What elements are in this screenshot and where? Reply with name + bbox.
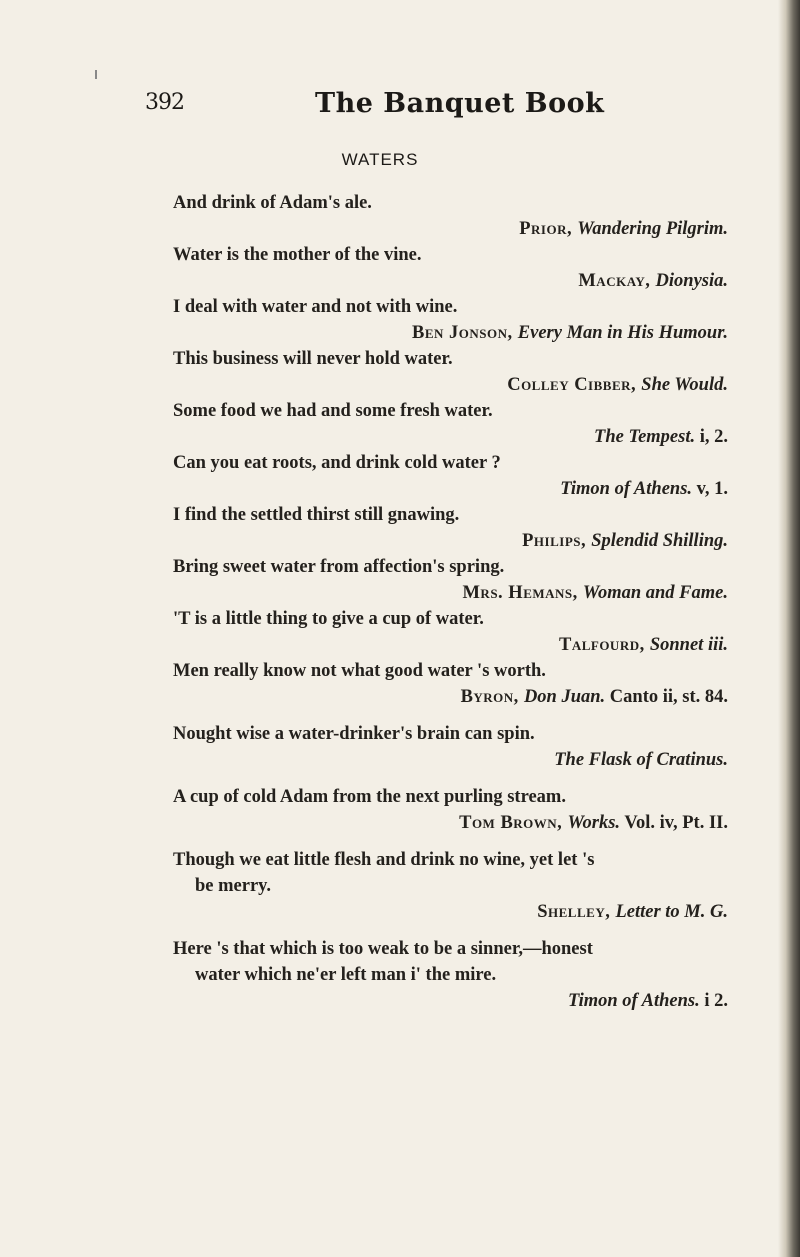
quote-citation (173, 372, 728, 398)
citation-work: Sonnet iii. (649, 635, 728, 655)
citation-author: Prior, (519, 219, 578, 239)
citation-author: Philips, (522, 531, 592, 551)
citation-work: Splendid Shilling. (591, 531, 728, 551)
quote-text: Some food we had and some fresh water. (173, 401, 493, 421)
citation-reference: Canto ii, st. 84. (605, 687, 728, 707)
citation-author: Shelley, (537, 902, 616, 922)
quote-text: Though we eat little flesh and drink no wine, yet let 's (173, 850, 595, 870)
citation-reference: Vol. iv, Pt. II. (620, 813, 728, 833)
margin-mark (95, 70, 97, 79)
citation-work: She Would. (641, 375, 728, 395)
quote-text: 'T is a little thing to give a cup of water. (173, 609, 484, 629)
citation-work: Letter to M. G. (615, 902, 728, 922)
citation-work: Woman and Fame. (582, 583, 728, 603)
citation-work: Dionysia. (655, 271, 728, 291)
citation-work: Don Juan. (523, 687, 606, 707)
running-title: The Banquet Book (315, 88, 605, 119)
citation-reference: i, 2. (695, 427, 728, 447)
quotation-list (173, 190, 728, 1025)
citation-author: Talfourd, (558, 635, 650, 655)
quote-text: Water is the mother of the vine. (173, 245, 422, 265)
quote-text: water which ne'er left man i' the mire. (195, 965, 497, 985)
quote-entry (173, 554, 728, 606)
quote-entry (173, 721, 728, 773)
quote-citation (173, 216, 728, 242)
quote-text: I deal with water and not with wine. (173, 297, 458, 317)
quote-citation (173, 632, 728, 658)
quote-entry (173, 294, 728, 346)
quote-entry (173, 936, 728, 1014)
citation-work: Timon of Athens. (567, 991, 700, 1011)
quote-citation (173, 988, 728, 1014)
quote-citation (173, 899, 728, 925)
quote-text: be merry. (195, 876, 272, 896)
quote-citation (173, 476, 728, 502)
quote-entry (173, 502, 728, 554)
quote-entry (173, 450, 728, 502)
quote-citation (173, 268, 728, 294)
citation-author: Byron, (460, 687, 524, 707)
page-number: 392 (145, 90, 184, 115)
citation-reference: i 2. (699, 991, 728, 1011)
quote-text: A cup of cold Adam from the next purling stream. (173, 787, 566, 807)
citation-author: Mrs. Hemans, (462, 583, 583, 603)
quote-text: Bring sweet water from affection's spring. (173, 557, 505, 577)
quote-entry (173, 242, 728, 294)
quote-citation (173, 424, 728, 450)
citation-work: Wandering Pilgrim. (577, 219, 728, 239)
quote-text: I find the settled thirst still gnawing. (173, 505, 460, 525)
citation-work: Timon of Athens. (560, 479, 693, 499)
citation-work: Works. (567, 813, 621, 833)
quote-entry (173, 190, 728, 242)
quote-citation (173, 684, 728, 710)
citation-work: Every Man in His Humour. (517, 323, 728, 343)
quote-citation (173, 320, 728, 346)
quote-entry (173, 398, 728, 450)
quote-entry (173, 346, 728, 398)
quote-citation (173, 528, 728, 554)
page-header (145, 88, 615, 128)
quote-entry (173, 847, 728, 925)
section-heading: WATERS (341, 150, 419, 169)
quote-text: Nought wise a water-drinker's brain can spin. (173, 724, 535, 744)
quote-entry (173, 658, 728, 710)
citation-author: Mackay, (578, 271, 656, 291)
page-edge-shadow (778, 0, 800, 1257)
quote-text: Here 's that which is too weak to be a sinner,—honest (173, 939, 593, 959)
quote-entry (173, 784, 728, 836)
quote-text: And drink of Adam's ale. (173, 193, 372, 213)
quote-text: Men really know not what good water 's worth. (173, 661, 546, 681)
quote-citation (173, 810, 728, 836)
citation-author: Colley Cibber, (507, 375, 642, 395)
citation-author: Tom Brown, (459, 813, 568, 833)
citation-author: Ben Jonson, (412, 323, 518, 343)
citation-work: The Tempest. (594, 427, 696, 447)
quote-text: This business will never hold water. (173, 349, 453, 369)
quote-text: Can you eat roots, and drink cold water ? (173, 453, 501, 473)
citation-work: The Flask of Cratinus. (554, 750, 728, 770)
quote-citation (173, 747, 728, 773)
quote-citation (173, 580, 728, 606)
citation-reference: v, 1. (692, 479, 728, 499)
quote-entry (173, 606, 728, 658)
